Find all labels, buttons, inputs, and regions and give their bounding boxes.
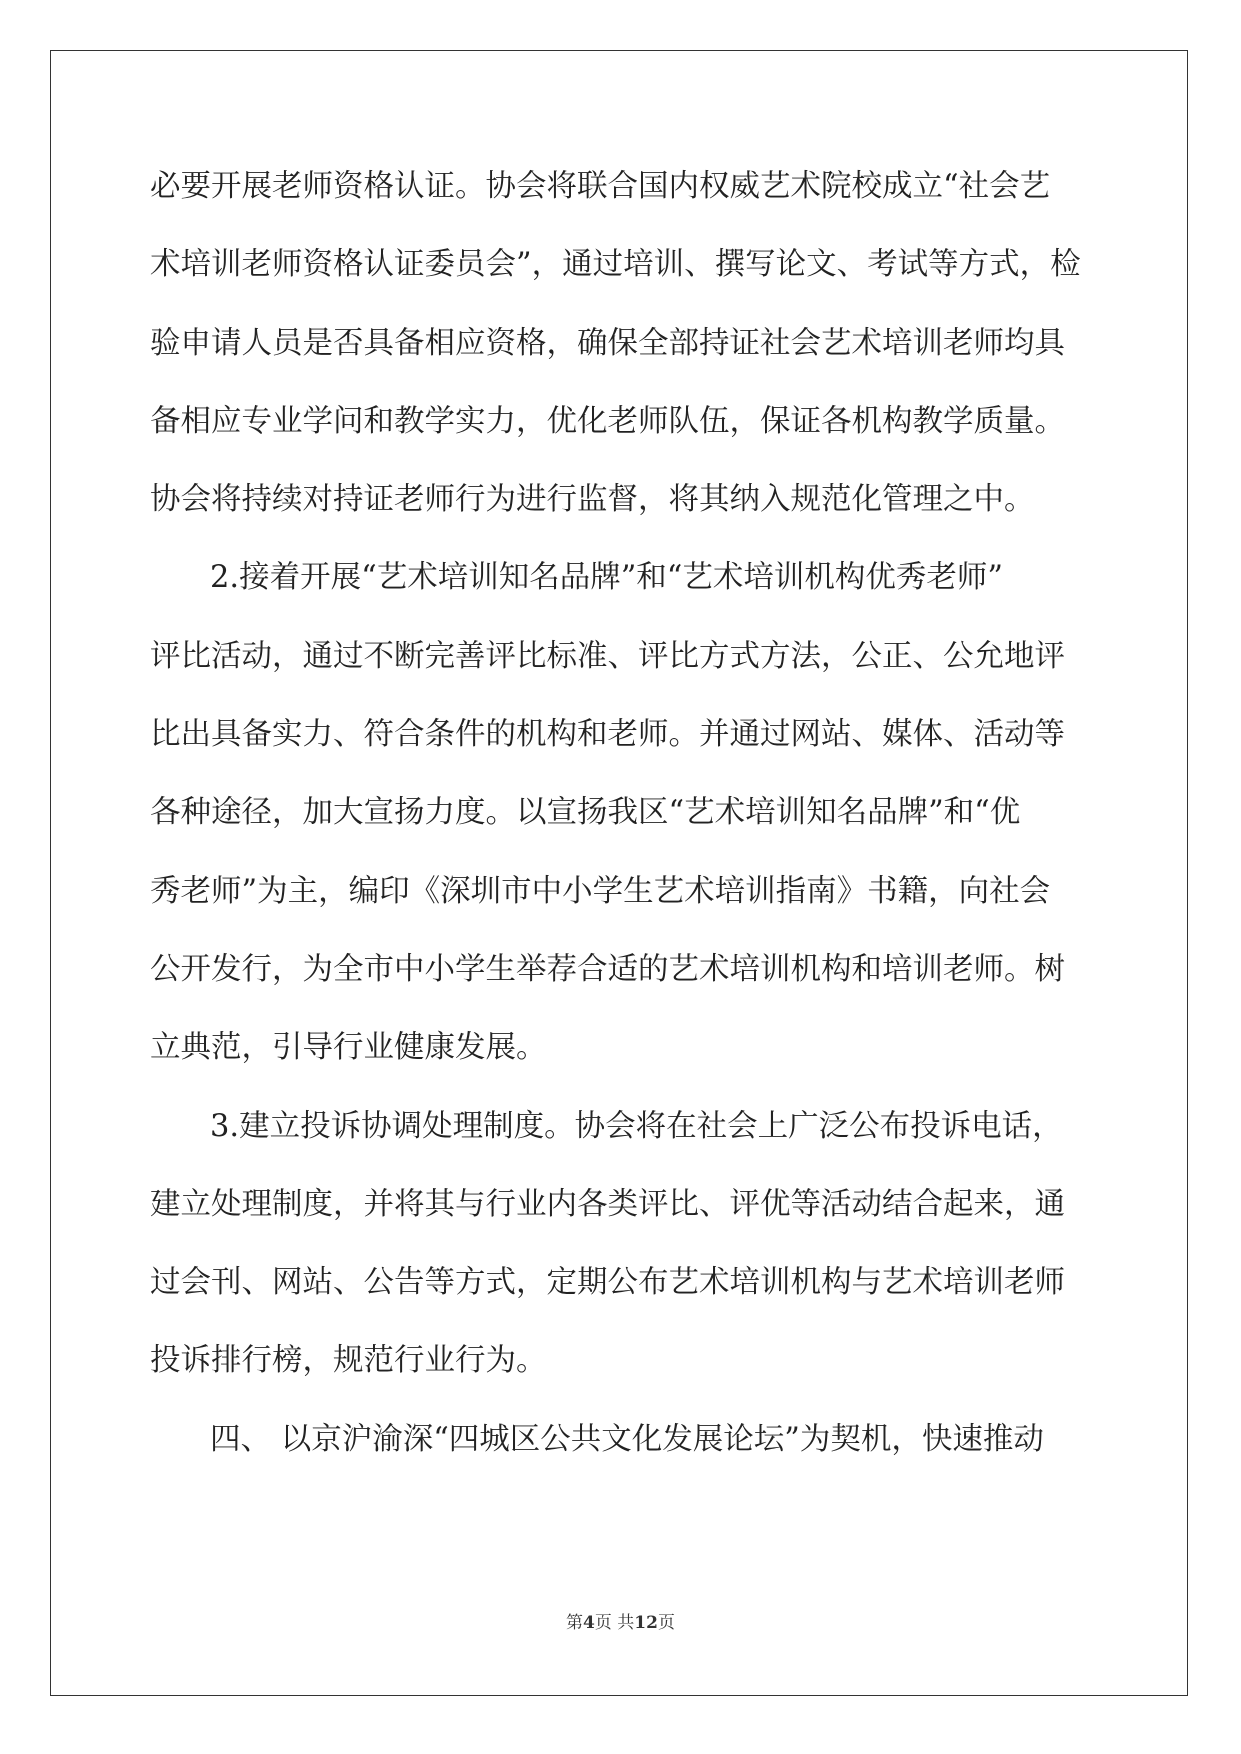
- text-line: 比出具备实力、符合条件的机构和老师。并通过网站、媒体、活动等: [150, 717, 1065, 753]
- page-footer: [0, 1608, 1241, 1633]
- total-page-count: 12: [634, 1613, 658, 1633]
- text-line: 验申请人员是否具备相应资格，确保全部持证社会艺术培训老师均具: [150, 325, 1065, 361]
- text-line: 建立处理制度，并将其与行业内各类评比、评优等活动结合起来，通: [150, 1186, 1065, 1222]
- text-line: 备相应专业学问和教学实力，优化老师队伍，保证各机构教学质量。: [150, 403, 1065, 439]
- text-line: 必要开展老师资格认证。协会将联合国内权威艺术院校成立“社会艺: [150, 169, 1051, 204]
- text-line: 术培训老师资格认证委员会”，通过培训、撰写论文、考试等方式，检: [150, 247, 1081, 283]
- text-line: 秀老师”为主，编印《深圳市中小学生艺术培训指南》书籍，向社会: [150, 873, 1051, 909]
- footer-prefix: 第: [566, 1613, 584, 1633]
- section-4-heading: 四、 以京沪渝深“四城区公共文化发展论坛”为契机，快速推动: [210, 1421, 1044, 1457]
- text-line: 评比活动，通过不断完善评比标准、评比方式方法，公正、公允地评: [150, 638, 1065, 674]
- text-line: 投诉排行榜，规范行业行为。: [150, 1343, 547, 1379]
- footer-mid: 页 共: [594, 1613, 635, 1633]
- text-line: 立典范，引导行业健康发展。: [150, 1030, 547, 1066]
- text-line: 公开发行，为全市中小学生举荐合适的艺术培训机构和培训老师。树: [150, 951, 1065, 987]
- paragraph-2-start: 2.接着开展“艺术培训知名品牌”和“艺术培训机构优秀老师”: [210, 560, 1003, 596]
- paragraph-3-start: 3.建立投诉协调处理制度。协会将在社会上广泛公布投诉电话，: [210, 1108, 1063, 1144]
- document-body: [150, 162, 1085, 1493]
- text-line: 过会刊、网站、公告等方式，定期公布艺术培训机构与艺术培训老师: [150, 1265, 1065, 1301]
- text-line: 各种途径，加大宣扬力度。以宣扬我区“艺术培训知名品牌”和“优: [150, 795, 1021, 831]
- current-page-number: 4: [583, 1613, 595, 1633]
- footer-suffix: 页: [657, 1613, 675, 1633]
- text-line: 协会将持续对持证老师行为进行监督，将其纳入规范化管理之中。: [150, 482, 1035, 518]
